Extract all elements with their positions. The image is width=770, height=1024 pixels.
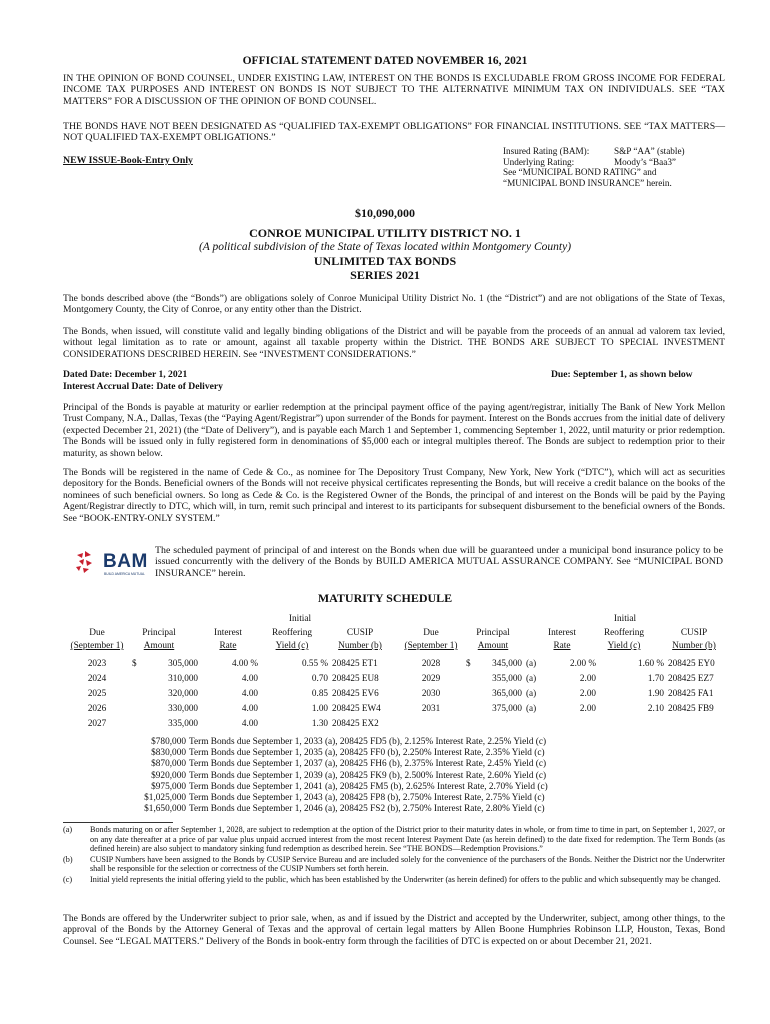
bond-amount: $10,090,000 [355,206,415,220]
maturity-table-left [62,658,400,733]
due-year: 2027 [87,718,107,728]
due-year: 2029 [421,673,441,683]
term-bond-amount: $1,650,000 [144,804,186,815]
redemption-note: (a) [526,658,537,668]
dated-date: Dated Date: December 1, 2021 [63,369,188,380]
insured-rating-value: S&P “AA” (stable) [614,146,685,156]
cusip-number: 208425 EZ7 [668,673,714,683]
maturity-table-right [396,658,734,718]
interest-rate: 4.00 % [231,658,258,668]
header-due-left: Due [89,628,105,638]
reoffering-yield: 1.70 [647,673,664,683]
header-initial-right: Initial [613,614,637,624]
header-amount-left: Amount [143,641,175,651]
header-rate-right: Rate [553,641,571,651]
footnote-divider [63,822,173,823]
header-reoffering-right: Reoffering [603,628,645,638]
header-principal-left: Principal [142,628,176,638]
maturity-schedule-title: MATURITY SCHEDULE [317,591,453,605]
dollar-sign [466,688,478,703]
due-year: 2026 [87,703,107,713]
ratings-see-line-2: “MUNICIPAL BOND INSURANCE” herein. [503,177,672,188]
dollar-sign [132,703,144,718]
dollar-sign [466,673,478,688]
maturity-row [396,688,734,703]
registered-paragraph: The Bonds will be registered in the name of Cede & Co., as nominee for The Depository Trust Company, New York, New York (“DTC”), which will act as securities depository for the Bonds. Beneficial owners of the Bonds will not receive physical certificates representing the Bonds, but will receive a credit balance on the books of the nominees of such beneficial owners. So long as Cede & Co. is the Registered Owner of the Bonds, the principal of and interest on the Bonds will be paid by the Paying Agent/Registrar directly to DTC, which will, in turn, remit such principal and interest to its participants for subsequent disbursement to the beneficial owners of the Bonds. See “BOOK-ENTRY-ONLY SYSTEM.” [63,467,725,524]
reoffering-yield: 1.60 % [637,658,664,668]
interest-rate: 2.00 % [569,658,596,668]
dollar-sign [132,688,144,703]
due-year: 2030 [421,688,441,698]
header-interest-left: Interest [214,628,242,638]
bond-type: UNLIMITED TAX BONDS [313,254,457,268]
principal-amount: 330,000 [168,703,198,713]
term-bond-amount: $830,000 [151,748,186,759]
bam-logo [73,545,153,577]
redemption-note: (a) [526,703,537,713]
header-due-sub-left: (September 1) [70,641,124,651]
header-due-right: Due [423,628,439,638]
term-bond-description: Term Bonds due September 1, 2041 (a), 208425 FM5 (b), 2.625% Interest Rate, 2.70% Yield (c) [189,781,548,792]
issuer-name: CONROE MUNICIPAL UTILITY DISTRICT NO. 1 [249,226,521,240]
closing-paragraph: The Bonds are offered by the Underwriter subject to prior sale, when, as and if issued by the District and accepted by the Underwriter, subject, among other things, to the approval of the Bonds by the Attorney General of Texas and the approval of certain legal matters by Allen Boone Humphries Robinson LLP, Houston, Texas, Bond Counsel. See “LEGAL MATTERS.” Delivery of the Bonds in book-entry form through the facilities of DTC is expected on or about December 21, 2021. [63,913,725,947]
header-cusip-sub-right: Number (b) [672,641,716,651]
maturity-row [396,673,734,688]
term-bond-amount: $780,000 [151,737,186,747]
header-cusip-left: CUSIP [346,628,374,638]
dollar-sign [466,703,478,718]
header-initial-left: Initial [288,614,312,624]
dollar-sign: $ [466,658,471,668]
principal-paragraph: Principal of the Bonds is payable at maturity or earlier redemption at the principal payment office of the paying agent/registrar, initially The Bank of New York Mellon Trust Company, N.A., Dallas, Texas (the “Paying Agent/Registrar”) upon surrender of the Bonds for payment. Interest on the Bonds accrues from the initial date of delivery (expected December 21, 2021) (the “Date of Delivery”), and is payable each March 1 and September 1, commencing September 1, 2022, until maturity or prior redemption. The Bonds will be issued only in fully registered form in denominations of $5,000 each or integral multiples thereof. The Bonds are subject to redemption prior to their maturity, as shown below. [63,402,725,459]
bonds-description-paragraph: The bonds described above (the “Bonds”) are obligations solely of Conroe Municipal Utility District No. 1 (the “District”) and are not obligations of the State of Texas, Montgomery County, the City of Conroe, or any entity other than the District. [63,293,725,316]
term-bond-description: Term Bonds due September 1, 2046 (a), 208425 FS2 (b), 2.750% Interest Rate, 2.80% Yield (c) [189,804,545,815]
ratings-block [503,146,723,188]
bam-logo-subtext: BUILD AMERICA MUTUAL [104,572,145,576]
dollar-sign [132,673,144,688]
insured-rating-label: Insured Rating (BAM): [503,146,590,156]
due-year: 2023 [87,658,107,668]
reoffering-yield: 2.10 [647,703,664,713]
cusip-number: 208425 FA1 [668,688,714,698]
term-bond-amount: $870,000 [151,759,186,770]
dollar-sign [132,718,144,733]
term-bond-amount: $975,000 [151,781,186,792]
due-year: 2031 [421,703,441,713]
interest-rate: 2.00 [579,703,596,713]
obligations-paragraph: The Bonds, when issued, will constitute valid and legally binding obligations of the District and will be payable from the proceeds of an annual ad valorem tax levied, without legal limitation as to rate or amount, against all taxable property within the District. THE BONDS ARE SUBJECT TO SPECIAL INVESTMENT CONSIDERATIONS DESCRIBED HEREIN. See “INVESTMENT CONSIDERATIONS.” [63,326,725,360]
opinion-paragraph: IN THE OPINION OF BOND COUNSEL, UNDER EXISTING LAW, INTEREST ON THE BONDS IS EXCLUDABLE FROM GROSS INCOME FOR FEDERAL INCOME TAX PURPOSES AND INTEREST ON BONDS IS NOT SUBJECT TO THE ALTERNATIVE MINIMUM TAX ON INDIVIDUALS. SEE “TAX MATTERS” FOR A DISCUSSION OF THE OPINION OF BOND COUNSEL. [63,73,725,107]
maturity-row [62,658,400,673]
due-date-label: Due: September 1, as shown below [551,369,693,380]
footnote-mark: (c) [63,874,73,884]
header-principal-right: Principal [476,628,510,638]
cusip-number: 208425 EX2 [332,718,379,728]
maturity-row [62,673,400,688]
footnote [63,855,725,874]
redemption-note: (a) [526,673,537,683]
footnotes [63,825,725,886]
due-year: 2024 [87,673,107,683]
header-cusip-sub-left: Number (b) [338,641,382,651]
header-cusip-right: CUSIP [680,628,708,638]
header-yield-right: Yield (c) [607,641,641,651]
page-title: OFFICIAL STATEMENT DATED NOVEMBER 16, 2021 [242,55,528,67]
reoffering-yield: 0.55 % [301,658,328,668]
principal-amount: 375,000 [492,703,522,713]
designation-paragraph: THE BONDS HAVE NOT BEEN DESIGNATED AS “QUALIFIED TAX-EXEMPT OBLIGATIONS” FOR FINANCIAL INSTITUTIONS. SEE “TAX MATTERS—NOT QUALIFIED TAX-EXEMPT OBLIGATIONS.” [63,121,725,144]
term-bond-description: Term Bonds due September 1, 2037 (a), 208425 FH6 (b), 2.375% Interest Rate, 2.45% Yield (c) [189,759,547,770]
interest-rate: 4.00 [241,703,258,713]
cusip-number: 208425 EW4 [332,703,381,713]
principal-amount: 355,000 [492,673,522,683]
underlying-rating-label: Underlying Rating: [503,156,575,167]
cusip-number: 208425 EU8 [332,673,379,683]
cusip-number: 208425 EY0 [668,658,715,668]
footnote-text: Bonds maturing on or after September 1, 2028, are subject to redemption at the option of the District prior to their maturity dates in whole, or from time to time in part, on September 1, 2027, or on any date thereafter at a price of par value plus unpaid accrued interest from the most recent Interest Payment Date (as herein defined) to the date fixed for redemption. The Term Bonds (as defined herein) are also subject to mandatory sinking fund redemption as described herein. See “THE BONDS—Redemption Provisions.” [90,825,725,854]
interest-rate: 4.00 [241,688,258,698]
interest-rate: 2.00 [579,688,596,698]
reoffering-yield: 0.70 [311,673,328,683]
header-rate-left: Rate [219,641,237,651]
cusip-number: 208425 ET1 [332,658,378,668]
reoffering-yield: 1.00 [311,703,328,713]
principal-amount: 305,000 [168,658,198,668]
bond-series: SERIES 2021 [350,268,420,282]
issuer-subdivision: (A political subdivision of the State of Texas located within Montgomery County) [198,241,572,253]
reoffering-yield: 0.85 [311,688,328,698]
maturity-row [396,658,734,673]
header-yield-left: Yield (c) [275,641,309,651]
maturity-row [62,688,400,703]
principal-amount: 320,000 [168,688,198,698]
principal-amount: 345,000 [492,658,522,668]
term-bond-description: Term Bonds due September 1, 2043 (a), 208425 FP8 (b), 2.750% Interest Rate, 2.75% Yield (c) [189,792,545,803]
footnote-mark: (b) [63,854,73,864]
ratings-see-line-1: See “MUNICIPAL BOND RATING” and [503,167,657,178]
bam-insurance-text: The scheduled payment of principal of and interest on the Bonds when due will be guaranteed under a municipal bond insurance policy to be issued concurrently with the delivery of the Bonds by BUILD AMERICA MUTUAL ASSURANCE COMPANY. See “MUNICIPAL BOND INSURANCE” herein. [155,545,723,579]
footnote-mark: (a) [63,825,73,834]
new-issue-label: NEW ISSUE-Book-Entry Only [63,155,193,166]
term-bond-description: Term Bonds due September 1, 2035 (a), 208425 FF0 (b), 2.250% Interest Rate, 2.35% Yield (c) [189,748,545,759]
principal-amount: 365,000 [492,688,522,698]
header-amount-right: Amount [477,641,509,651]
term-bond-description: Term Bonds due September 1, 2039 (a), 208425 FK9 (b), 2.500% Interest Rate, 2.60% Yield (c) [189,770,547,781]
maturity-row [396,703,734,718]
footnote-text: Initial yield represents the initial offering yield to the public, which has been established by the Underwriter (as herein defined) for offers to the public and which subsequently may be changed. [90,874,721,884]
header-reoffering-left: Reoffering [271,628,313,638]
footnote [63,875,725,885]
due-year: 2025 [87,688,107,698]
header-due-sub-right: (September 1) [404,641,458,651]
footnote-text: CUSIP Numbers have been assigned to the Bonds by CUSIP Service Bureau and are included solely for the convenience of the purchasers of the Bonds. Neither the District nor the Underwriter shall be responsible for the selection or correctness of the CUSIP Numbers set forth herein. [90,854,725,874]
reoffering-yield: 1.30 [311,718,328,728]
underlying-rating-value: Moody’s “Baa3” [614,156,677,167]
term-bond-description: Term Bonds due September 1, 2033 (a), 208425 FD5 (b), 2.125% Interest Rate, 2.25% Yield (c) [189,737,547,747]
cusip-number: 208425 FB9 [668,703,714,713]
interest-accrual-date: Interest Accrual Date: Date of Delivery [63,381,223,392]
dollar-sign: $ [132,658,137,668]
footnote [63,825,725,854]
maturity-row [62,718,400,733]
interest-rate: 4.00 [241,673,258,683]
redemption-note: (a) [526,688,537,698]
term-bond-amount: $1,025,000 [144,792,186,803]
bam-logo-text: BAM [103,551,148,572]
interest-rate: 4.00 [241,718,258,728]
interest-rate: 2.00 [579,673,596,683]
cusip-number: 208425 EV6 [332,688,379,698]
maturity-row [62,703,400,718]
reoffering-yield: 1.90 [647,688,664,698]
principal-amount: 335,000 [168,718,198,728]
term-bond-amount: $920,000 [151,770,186,781]
due-year: 2028 [421,658,441,668]
principal-amount: 310,000 [168,673,198,683]
header-interest-right: Interest [548,628,576,638]
